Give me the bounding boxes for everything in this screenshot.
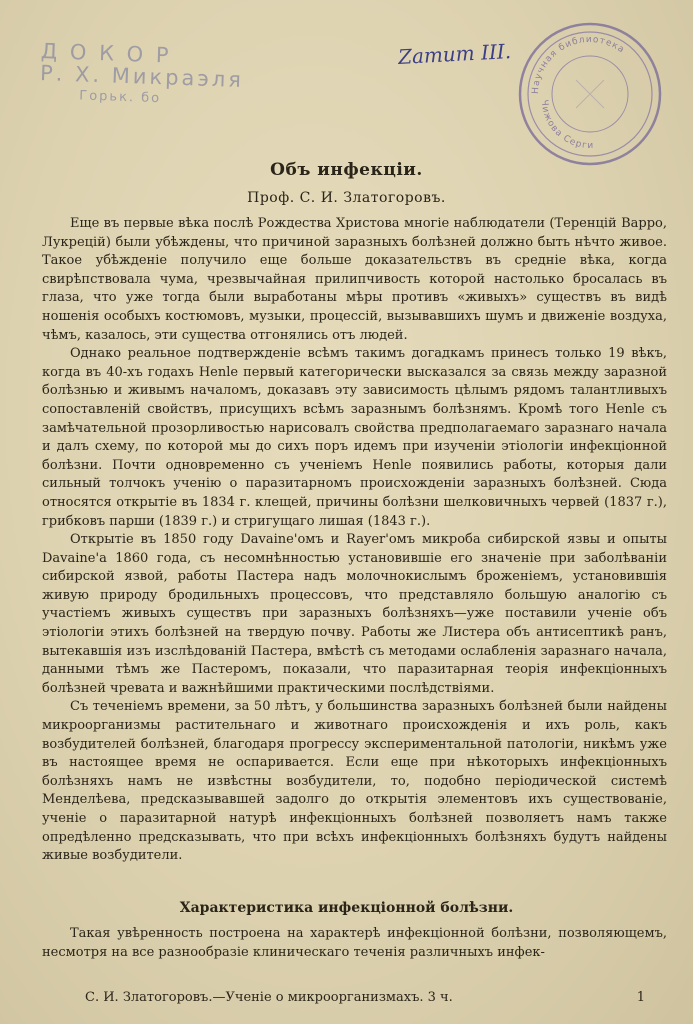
page-footer — [85, 990, 645, 1005]
seal-bottom-text: Чижова Серги — [538, 99, 595, 152]
owner-stamp-line-3: Горьк. бо — [79, 88, 162, 107]
seal-top-text: Научная библиотека — [530, 34, 627, 95]
library-seal-icon — [516, 20, 664, 168]
owner-stamp — [39, 40, 271, 114]
article-author: Проф. С. И. Златогоровъ. — [247, 190, 446, 206]
handwritten-signature: Zатит III. — [397, 39, 512, 69]
paragraph-5: Такая увѣренность построена на характерѣ инфекціонной болѣзни, позволяющемъ, несмотря на все разнообразіе клиническаго теченія различныхъ инфек- — [42, 926, 667, 960]
paragraph-1: Еще въ первые вѣка послѣ Рождества Христова многіе наблюдатели (Теренцій Варро, Лукрецій) были убѣждены, что причиной заразныхъ болѣзней должно быть нѣчто живое. Такое убѣжденіе получило еще больше доказательствъ въ средніе вѣка, когда свирѣпствовала чума, чрезвычайная прилипчивость которой настолько бросалась въ глаза, что уже тогда были выработаны мѣры противъ «живыхъ» существъ въ видѣ ношенія особыхъ костюмовъ, музыки, процессій, вызывавшихъ шумъ и движеніе воздуха, чѣмъ, казалось, эти существа отгонялись отъ людей. — [42, 216, 667, 343]
page-number: 1 — [636, 990, 645, 1005]
paragraph-3: Открытіе въ 1850 году Davaine'омъ и Rayer'омъ микроба сибирской язвы и опыты Davaine'а 1860 года, съ несомнѣнностью установившіе его значеніе при заболѣваніи сибирской язвой, работы Пастера надъ молочнокислымъ броженіемъ, установившія живую природу бродильныхъ процессовъ, что представляло большую аналогію съ участіемъ живыхъ существъ при заразныхъ болѣзняхъ—уже поставили ученіе объ этіологіи этихъ болѣзней на твердую почву. Работы же Листера объ антисептикѣ ранъ, вытекавшія изъ изслѣдованій Пастера, вмѣстѣ съ методами ослабленія заразнаго начала, данными тѣмъ же Пастеромъ, показали, что паразитарная теорія инфекціонныхъ болѣзней чревата и важнѣйшими практическими послѣдствіями. — [42, 532, 667, 696]
article-body — [42, 215, 667, 866]
owner-stamp-line-2: Р. Х. Микраэля — [39, 60, 245, 93]
svg-text:Чижова Серги — [539, 99, 594, 151]
article-title: Объ инфекціи. — [270, 160, 423, 180]
section-body — [42, 925, 667, 962]
owner-stamp-line-1: Д О К О Р — [40, 39, 172, 68]
svg-text:Научная библиотека — [531, 35, 627, 94]
paragraph-2: Однако реальное подтвержденіе всѣмъ такимъ догадкамъ принесъ только 19 вѣкъ, когда въ 40-хъ годахъ Henle первый категорически высказался за связь между заразной болѣзнью и живымъ началомъ, доказавъ эту зависимость цѣлымъ рядомъ талантливыхъ сопоставленій свойствъ, присущихъ всѣмъ заразнымъ болѣзнямъ. Кромѣ того Henle съ замѣчательной прозорливостью нарисовалъ свойства предполагаемаго заразнаго начала и далъ схему, по которой мы до сихъ поръ идемъ при изученіи этіологіи инфекціонной болѣзни. Почти одновременно съ ученіемъ Henle появились работы, которыя дали сильный толчокъ ученію о паразитарномъ происхожденіи заразныхъ болѣзней. Сюда относятся открытіе въ 1834 г. клещей, причины болѣзни шелковичныхъ червей (1837 г.), грибковъ парши (1839 г.) и стригущаго лишая (1843 г.). — [42, 346, 667, 529]
paragraph-4: Съ теченіемъ времени, за 50 лѣтъ, у большинства заразныхъ болѣзней были найдены микроорганизмы растительнаго и животнаго происхожденія и ихъ роль, какъ возбудителей болѣзней, благодаря прогрессу экспериментальной патологіи, никѣмъ уже въ настоящее время не оспаривается. Если еще при нѣкоторыхъ инфекціонныхъ болѣзняхъ намъ не извѣстны возбудители, то, подобно періодической системѣ Менделѣева, предсказывавшей задолго до открытія элементовъ ихъ существованіе, ученіе о паразитарной натурѣ инфекціонныхъ болѣзней позволяетъ намъ также опредѣленно предсказывать, что при всѣхъ инфекціонныхъ болѣзняхъ будутъ найдены живые возбудители. — [42, 699, 667, 864]
section-heading: Характеристика инфекціонной болѣзни. — [179, 900, 514, 916]
footer-source: С. И. Златогоровъ.—Ученіе о микроорганизмахъ. 3 ч. — [85, 990, 453, 1005]
